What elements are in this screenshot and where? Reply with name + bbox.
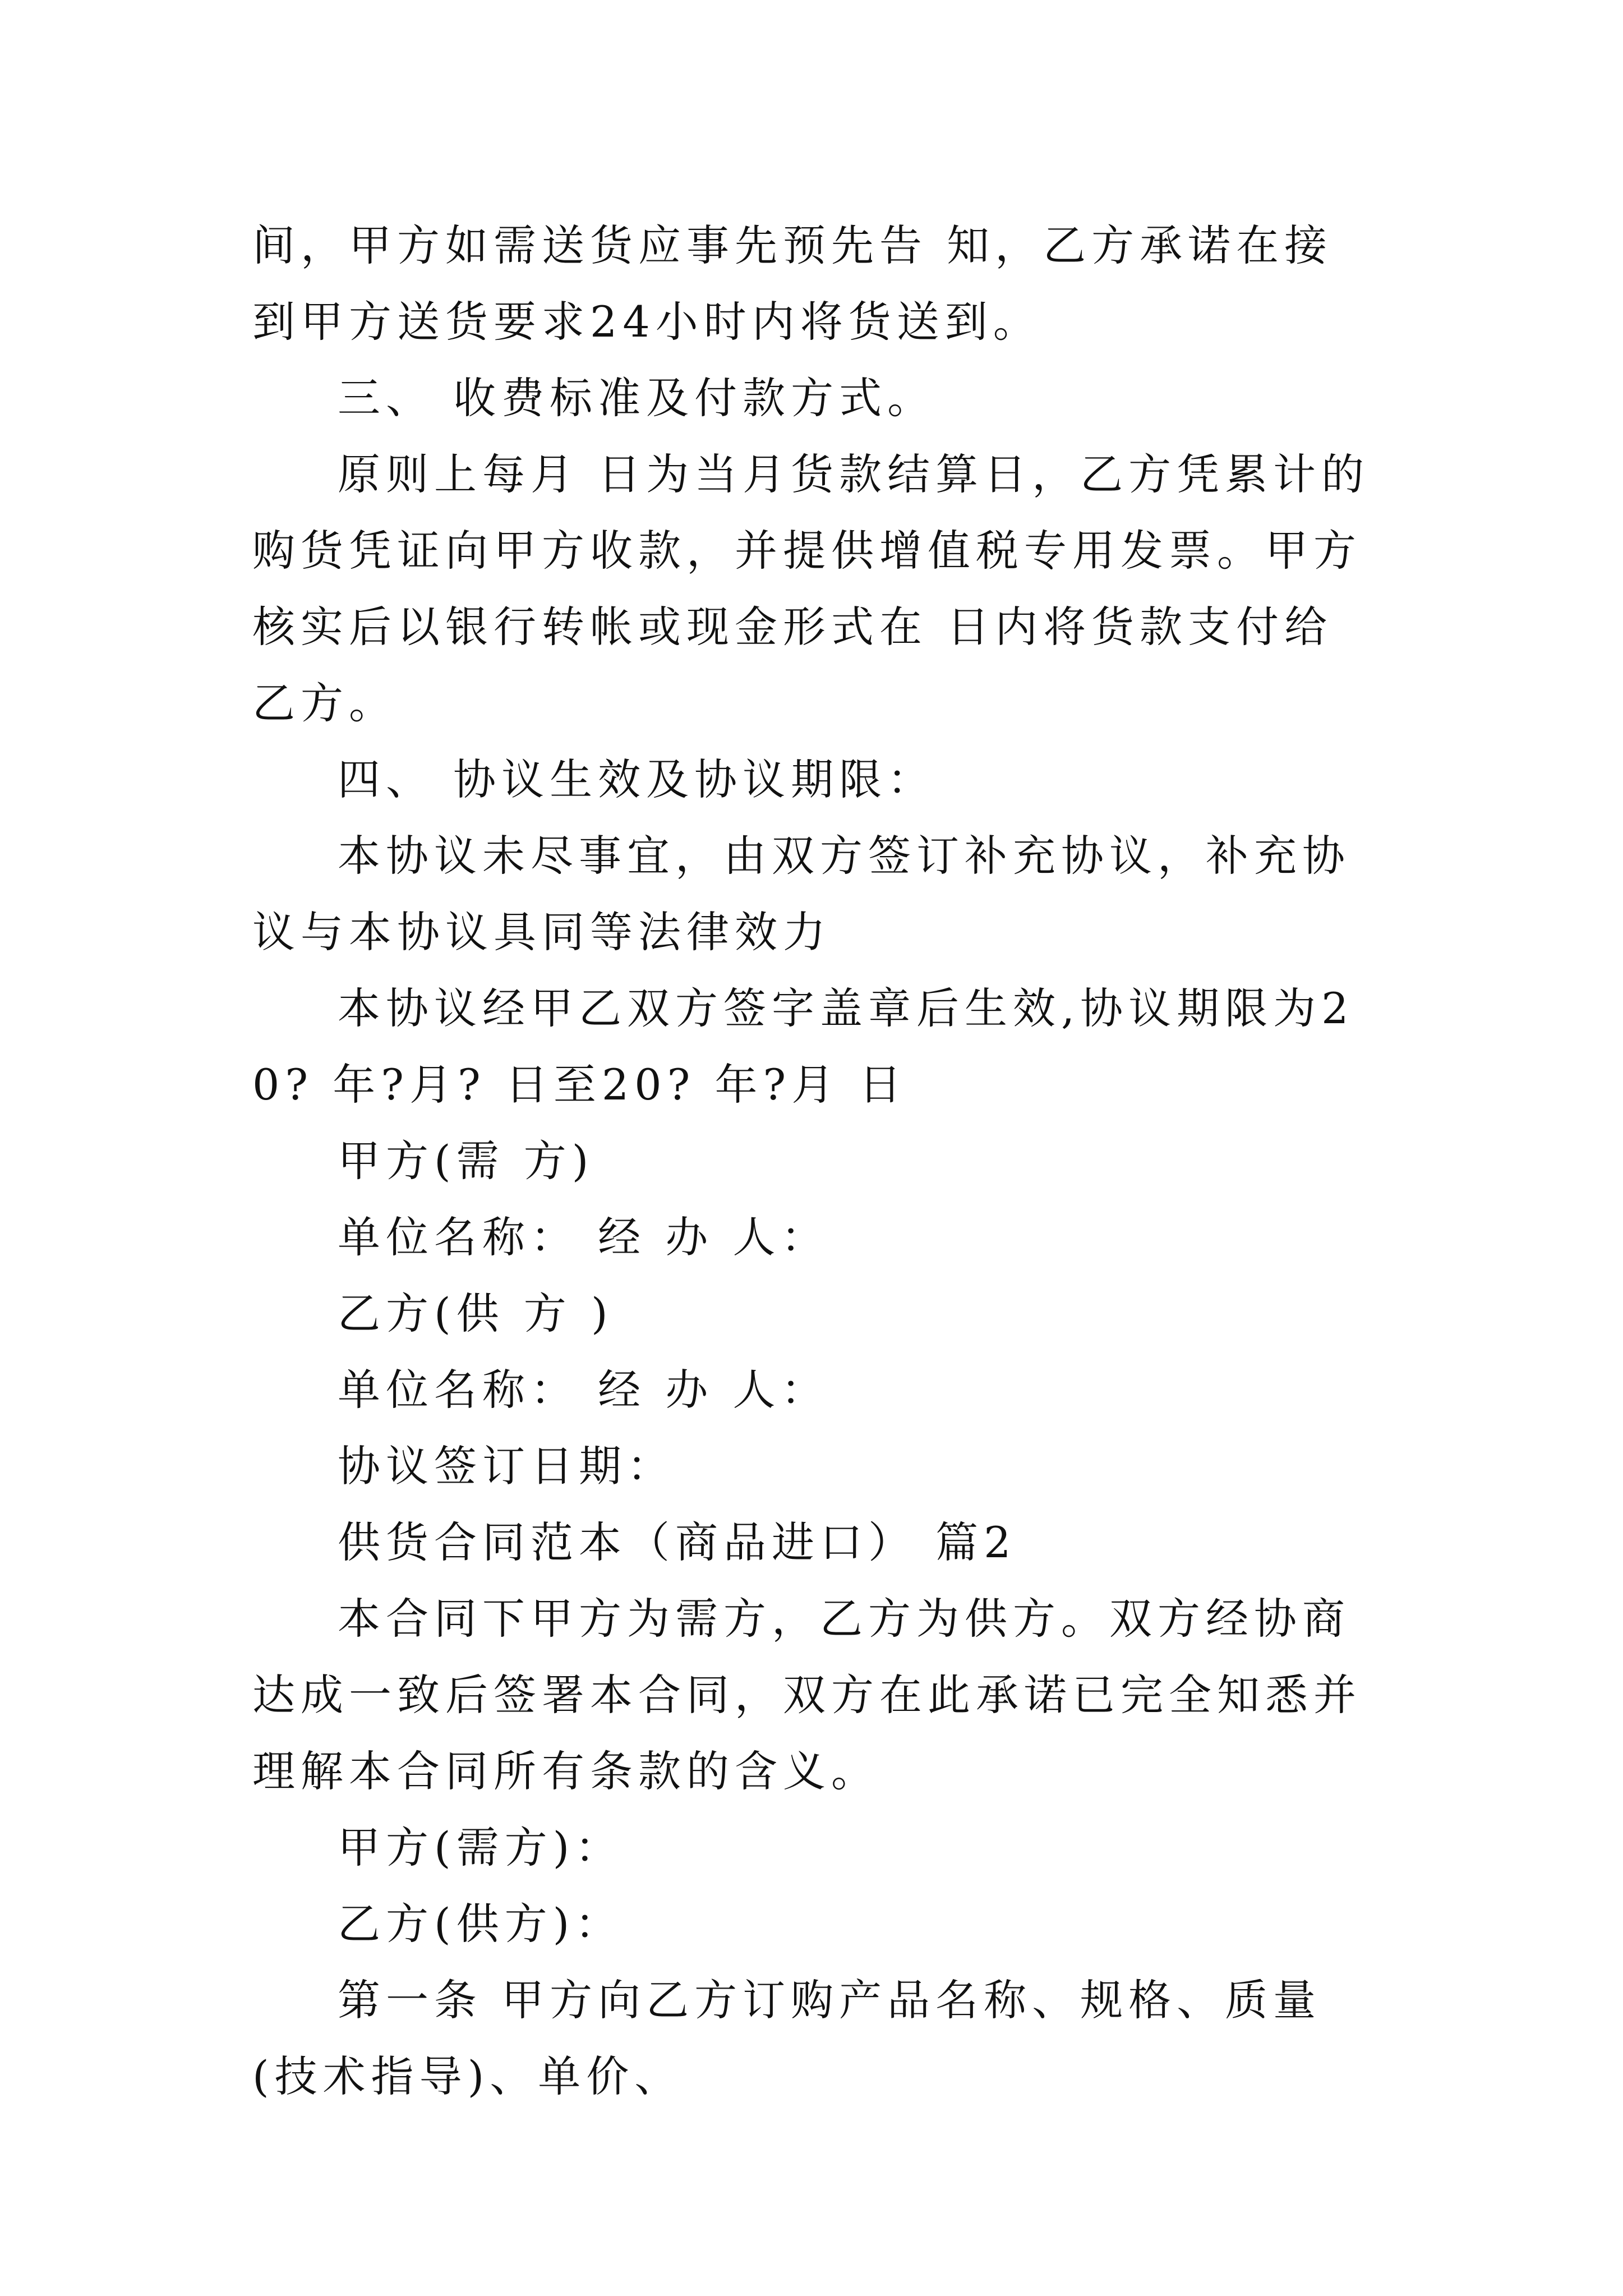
signing-date-line: 协议签订日期： xyxy=(338,1441,675,1491)
paragraph-term: 本协议经甲乙双方签字盖章后生效,协议期限为20? 年?月? 日至20? 年?月 日 xyxy=(252,983,1354,1110)
paragraph-contract-intro: 本合同下甲方为需方，乙方为供方。双方经协商达成一致后签署本合同，双方在此承诺已完全知悉并理解本合同所有条款的含义。 xyxy=(252,1594,1362,1796)
party-b-label: 乙方(供方)： xyxy=(338,1899,624,1949)
party-a-unit-line: 单位名称： 经 办 人： xyxy=(338,1212,829,1262)
section-heading-validity: 四、 协议生效及协议期限： xyxy=(338,754,936,804)
party-a-heading: 甲方(需 方) xyxy=(338,1136,594,1186)
contract-title-part2: 供货合同范本（商品进口） 篇2 xyxy=(338,1517,1017,1567)
article-one: 第一条 甲方向乙方订购产品名称、规格、质量(技术指导)、单价、 xyxy=(252,1975,1322,2101)
document-body xyxy=(252,208,1374,2115)
party-b-unit-line: 单位名称： 经 办 人： xyxy=(338,1365,829,1415)
party-a-label: 甲方(需方)： xyxy=(338,1823,624,1872)
paragraph-delivery-continued: 间，甲方如需送货应事先预先告 知，乙方承诺在接到甲方送货要求24小时内将货送到。 xyxy=(252,220,1333,347)
party-b-heading: 乙方(供 方 ) xyxy=(338,1289,614,1338)
paragraph-supplementary: 本协议未尽事宜，由双方签订补充协议，补充协议与本协议具同等法律效力 xyxy=(252,831,1350,957)
paragraph-settlement: 原则上每月 日为当月货款结算日，乙方凭累计的购货凭证向甲方收款，并提供增值税专用发票。甲方核实后以银行转帐或现金形式在 日内将货款支付给乙方。 xyxy=(252,449,1370,728)
section-heading-fees: 三、 收费标准及付款方式。 xyxy=(338,373,936,423)
